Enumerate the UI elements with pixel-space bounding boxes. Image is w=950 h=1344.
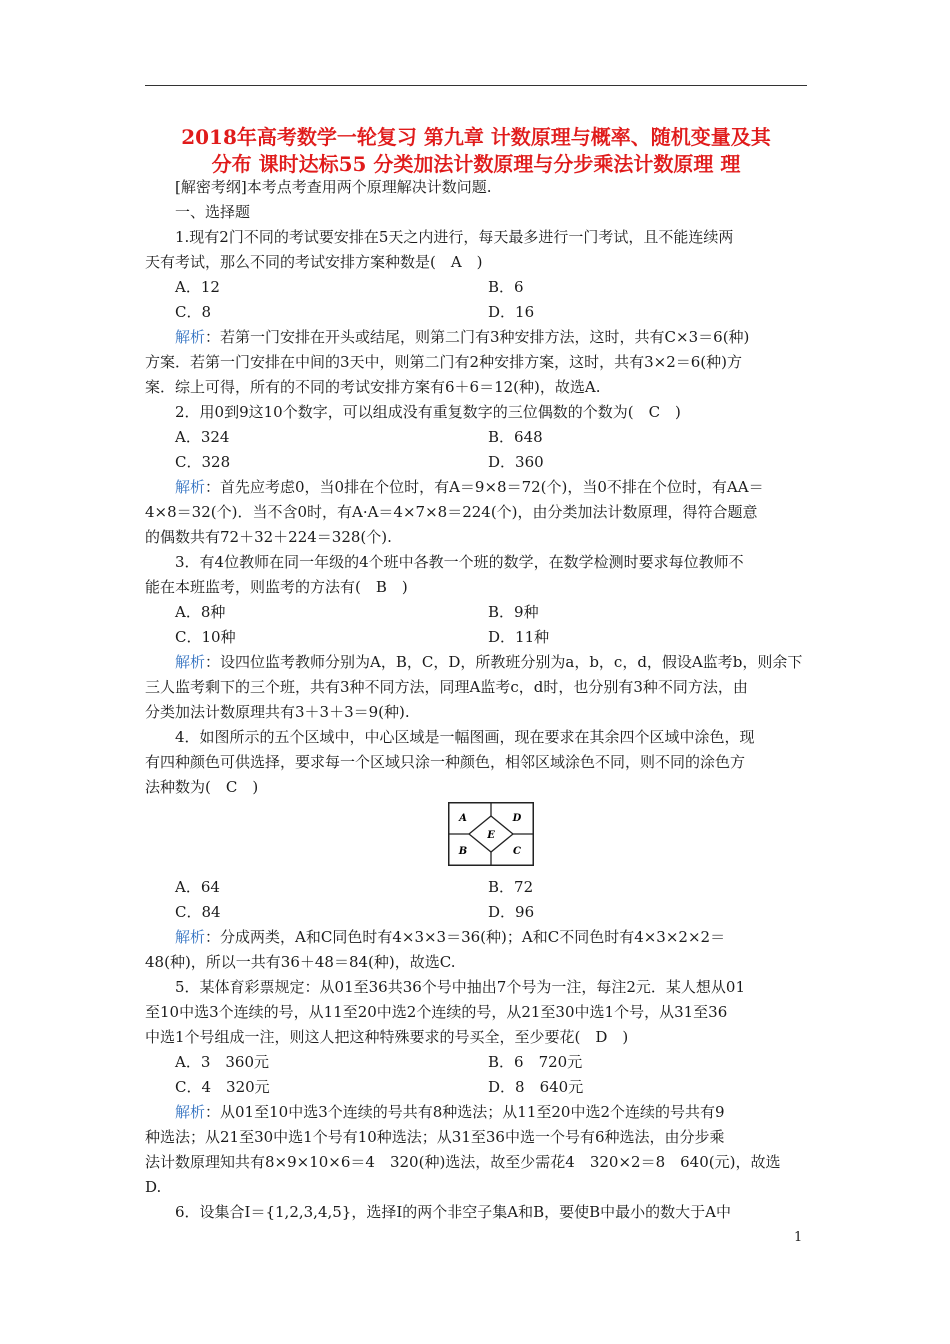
q4-solution-line2: 48(种)，所以一共有36＋48＝84(种)，故选C. (145, 953, 456, 971)
q1-option-a: A．12 (175, 278, 220, 296)
q3-option-c: C．10种 (175, 628, 236, 646)
region-label-d: D (512, 813, 522, 824)
solution-label: 解析 (175, 653, 206, 671)
q1-option-b: B．6 (488, 278, 524, 296)
q2-option-b: B．648 (488, 428, 543, 446)
q1-solution-line3: 案．综上可得，所有的不同的考试安排方案有6＋6＝12(种)，故选A. (145, 378, 601, 396)
q5-solution-line2: 种选法；从21至30中选1个号有10种选法；从31至36中选一个号有6种选法，由分步乘 (145, 1128, 725, 1146)
solution-label: 解析 (175, 328, 206, 346)
q3-solution-line3: 分类加法计数原理共有3＋3＋3＝9(种). (145, 703, 410, 721)
q5-solution-line1 (175, 1100, 807, 1125)
doc-title-line2: 分布 课时达标55 分类加法计数原理与分步乘法计数原理 理 (211, 152, 741, 176)
q4-stem-line2: 有四种颜色可供选择，要求每一个区域只涂一种颜色，相邻区域涂色不同，则不同的涂色方 (145, 753, 746, 771)
intro-text: [解密考纲]本考点考查用两个原理解决计数问题. (175, 178, 492, 196)
q3-solution-line1 (175, 650, 807, 675)
q4-option-b: B．72 (488, 878, 534, 896)
q2-option-a: A．324 (175, 428, 230, 446)
q1-solution-line2: 方案．若第一门安排在中间的3天中，则第二门有2种安排方案，这时，共有3×2＝6(种)方 (145, 353, 742, 371)
q6-stem-line1: 6．设集合I＝{1,2,3,4,5}，选择I的两个非空子集A和B，要使B中最小的数大于A中 (175, 1203, 731, 1221)
region-label-b: B (458, 846, 468, 857)
solution-label: 解析 (175, 1103, 206, 1121)
header-rule (145, 85, 807, 86)
q2-option-d: D．360 (488, 453, 544, 471)
q5-option-c: C．4 320元 (175, 1078, 270, 1096)
q4-solution-text1: ：分成两类，A和C同色时有4×3×3＝36(种)；A和C不同色时有4×3×2×2＝ (205, 928, 726, 946)
q5-stem-line2: 至10中选3个连续的号，从11至20中选2个连续的号，从21至30中选1个号，从31至36 (145, 1003, 728, 1021)
q5-solution-text1: ：从01至10中选3个连续的号共有8种选法；从11至20中选2个连续的号共有9 (205, 1103, 725, 1121)
q1-option-c: C．8 (175, 303, 212, 321)
q1-stem-line1: 1.现有2门不同的考试要安排在5天之内进行，每天最多进行一门考试，且不能连续两 (175, 228, 734, 246)
q5-solution-line4: D. (145, 1178, 162, 1196)
q2-option-c: C．328 (175, 453, 231, 471)
solution-label: 解析 (175, 478, 206, 496)
q2-solution-line3: 的偶数共有72＋32＋224＝328(个). (145, 528, 392, 546)
q5-stem-line3: 中选1个号组成一注，则这人把这种特殊要求的号买全，至少要花( D ) (145, 1028, 629, 1046)
q4-option-c: C．84 (175, 903, 221, 921)
q3-option-d: D．11种 (488, 628, 550, 646)
q3-solution-line2: 三人监考剩下的三个班，共有3种不同方法，同理A监考c，d时，也分别有3种不同方法，由 (145, 678, 748, 696)
q5-option-a: A．3 360元 (175, 1053, 270, 1071)
q5-solution-line3: 法计数原理知共有8×9×10×6＝4 320(种)选法，故至少需花4 320×2＝8 640(元)，故选 (145, 1153, 781, 1171)
q1-solution-line1 (175, 325, 807, 350)
q3-stem-line1: 3．有4位教师在同一年级的4个班中各教一个班的数学，在数学检测时要求每位教师不 (175, 553, 744, 571)
q1-stem-line2: 天有考试，那么不同的考试安排方案种数是( A ) (145, 253, 483, 271)
q4-stem-line3: 法种数为( C ) (145, 778, 259, 796)
q2-solution-text1: ：首先应考虑0，当0排在个位时，有A＝9×8＝72(个)，当0不排在个位时，有AA＝ (205, 478, 764, 496)
q3-stem-line2: 能在本班监考，则监考的方法有( B ) (145, 578, 408, 596)
q4-solution-line1 (175, 925, 807, 950)
q5-option-b: B．6 720元 (488, 1053, 583, 1071)
q4-stem-line1: 4．如图所示的五个区域中，中心区域是一幅图画，现在要求在其余四个区域中涂色，现 (175, 728, 755, 746)
q4-option-a: A．64 (175, 878, 220, 896)
section-heading: 一、选择题 (175, 203, 251, 221)
q3-option-a: A．8种 (175, 603, 226, 621)
region-diagram (448, 802, 534, 866)
q2-solution-line1 (175, 475, 807, 500)
q5-stem-line1: 5．某体育彩票规定：从01至36共36个号中抽出7个号为一注，每注2元．某人想从01 (175, 978, 745, 996)
q1-option-d: D．16 (488, 303, 535, 321)
q5-option-d: D．8 640元 (488, 1078, 584, 1096)
q2-solution-line2: 4×8＝32(个)．当不含0时，有A·A＝4×7×8＝224(个)，由分类加法计数原理，得符合题意 (145, 503, 758, 521)
q1-solution-text1: ：若第一门安排在开头或结尾，则第二门有3种安排方法，这时，共有C×3＝6(种) (205, 328, 750, 346)
q4-option-d: D．96 (488, 903, 535, 921)
solution-label: 解析 (175, 928, 206, 946)
q3-solution-text1: ：设四位监考教师分别为A，B，C，D，所教班分别为a，b，c，d，假设A监考b，则余下 (205, 653, 803, 671)
page-number: 1 (794, 1230, 803, 1245)
doc-title-line1: 2018年高考数学一轮复习 第九章 计数原理与概率、随机变量及其 (181, 125, 771, 149)
q2-stem-line1: 2．用0到9这10个数字，可以组成没有重复数字的三位偶数的个数为( C ) (175, 403, 681, 421)
region-label-a: A (459, 813, 467, 824)
region-label-e: E (487, 830, 495, 841)
region-label-c: C (513, 846, 521, 857)
q3-option-b: B．9种 (488, 603, 539, 621)
